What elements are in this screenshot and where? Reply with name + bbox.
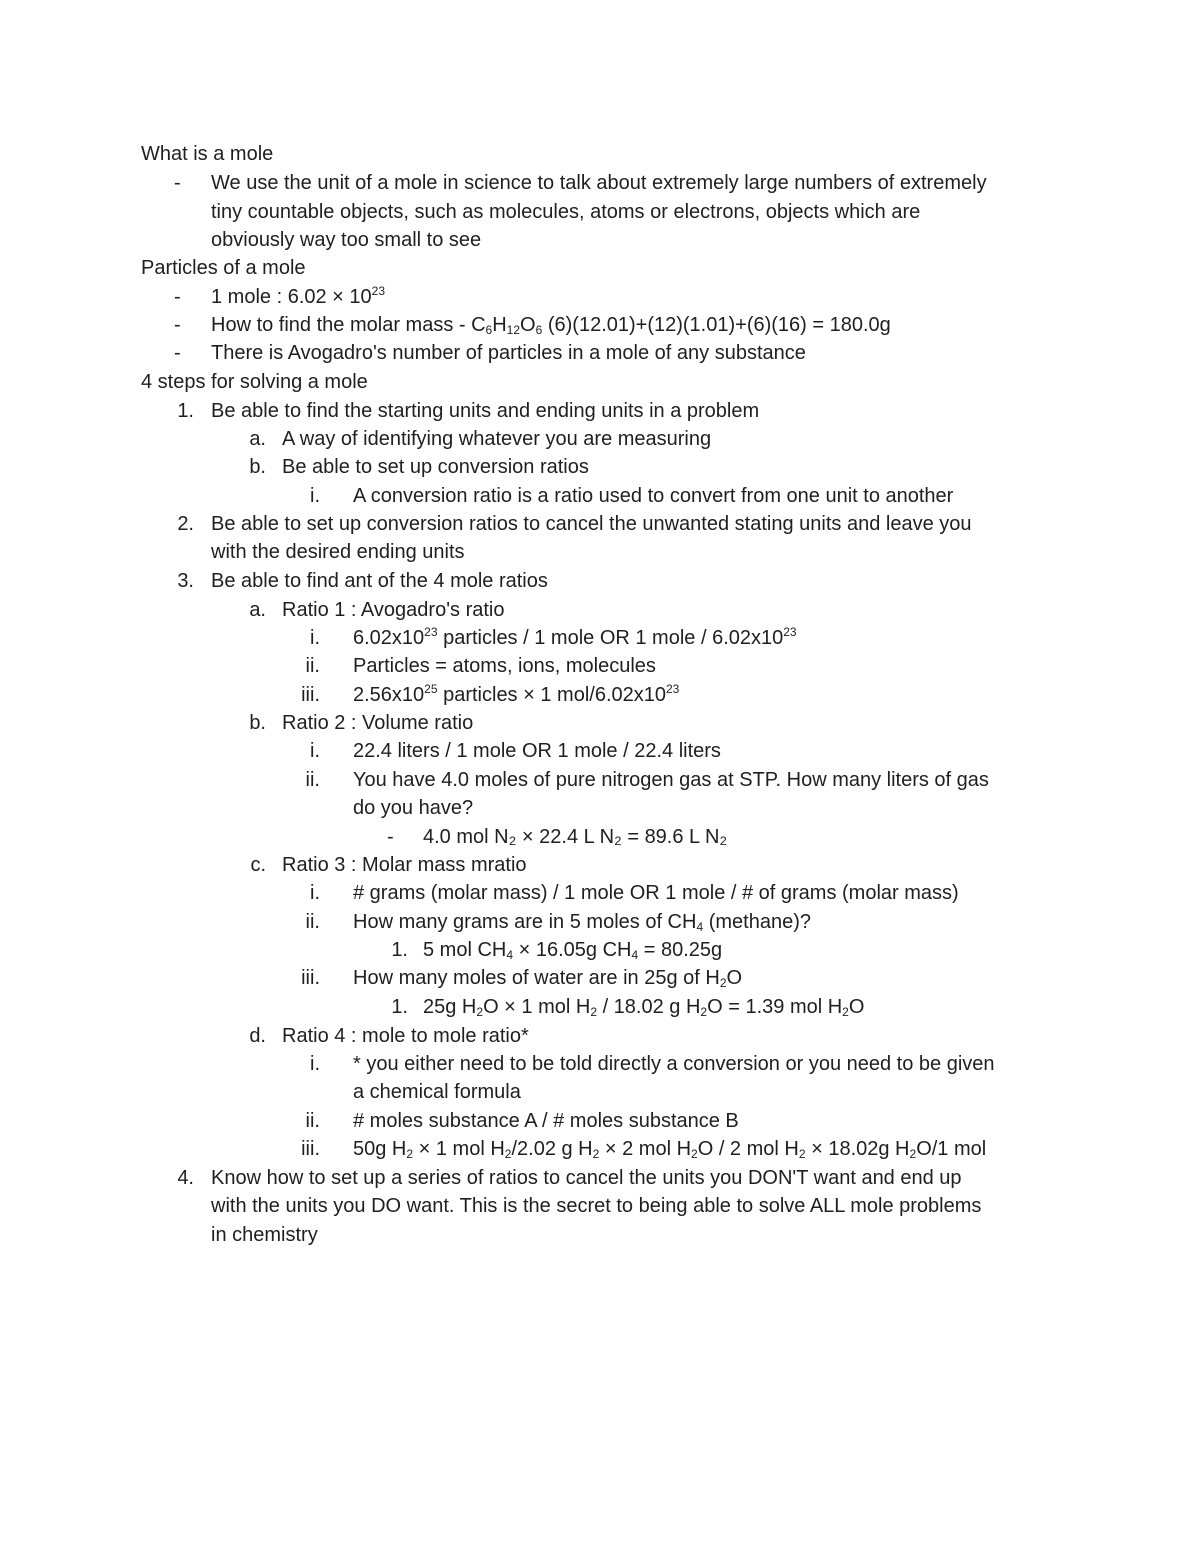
bullet-marker: - xyxy=(174,286,181,308)
text-line: Know how to set up a series of ratios to cancel the units you DON'T want and end up xyxy=(211,1167,962,1189)
list-marker: iii. xyxy=(301,1138,320,1160)
text-line: 25g $H_2O \times 1$ mol $H_2 / 18.02$ g $H_2O = 1.39$ mol $H_2O$ xyxy=(423,996,865,1019)
text-line: Be able to set up conversion ratios xyxy=(282,456,589,478)
list-marker: ii. xyxy=(305,769,320,791)
text-line: with the desired ending units xyxy=(211,541,465,563)
list-marker: i. xyxy=(310,882,320,904)
heading-4-steps: 4 steps for solving a mole xyxy=(141,371,368,393)
text-line: A way of identifying whatever you are measuring xyxy=(282,428,712,450)
text-line: There is Avogadro's number of particles in a mole of any substance xyxy=(211,342,806,364)
text-line: * you either need to be told directly a conversion or you need to be given xyxy=(353,1053,995,1075)
text-line: Be able to set up conversion ratios to cancel the unwanted stating units and leave you xyxy=(211,513,972,535)
text-line: Ratio 1 : Avogadro's ratio xyxy=(282,599,505,621)
bullet-marker: - xyxy=(387,826,394,848)
text-line: Be able to find ant of the 4 mole ratios xyxy=(211,570,548,592)
list-marker: i. xyxy=(310,1053,320,1075)
heading-particles-of-a-mole: Particles of a mole xyxy=(141,257,306,279)
list-marker: ii. xyxy=(305,1110,320,1132)
text-line: A conversion ratio is a ratio used to convert from one unit to another xyxy=(353,485,954,507)
text-line: Ratio 2 : Volume ratio xyxy=(282,712,474,734)
text-line: 50g $H_2 \times 1$ mol $H_2/2.02$ g $H_2 \times 2$ mol $H_2O / 2$ mol $H_2 \times 18.02g$ $H_2O/1$ mol xyxy=(353,1138,987,1161)
text-line: Ratio 4 : mole to mole ratio* xyxy=(282,1025,529,1047)
text-line: Particles = atoms, ions, molecules xyxy=(353,655,656,677)
list-marker: iii. xyxy=(301,967,320,989)
list-marker: 4. xyxy=(177,1167,194,1189)
list-marker: 1. xyxy=(391,996,408,1018)
bullet-marker: - xyxy=(174,172,181,194)
text-line: in chemistry xyxy=(211,1224,318,1246)
text-line: 22.4 liters / 1 mole OR 1 mole / 22.4 liters xyxy=(353,740,721,762)
list-marker: b. xyxy=(249,456,266,478)
text-line: 5 mol $CH_4 \times 16.05g$ $CH_4 = 80.25g$ xyxy=(423,939,723,962)
list-marker: d. xyxy=(249,1025,266,1047)
text-line: tiny countable objects, such as molecules, atoms or electrons, objects which are xyxy=(211,201,921,223)
text-line: obviously way too small to see xyxy=(211,229,482,251)
list-marker: 1. xyxy=(177,400,194,422)
heading-what-is-a-mole: What is a mole xyxy=(141,143,274,165)
list-marker: ii. xyxy=(305,655,320,677)
list-marker: a. xyxy=(249,599,266,621)
text-line: How many grams are in 5 moles of $CH_4$ (methane)? xyxy=(353,911,811,934)
bullet-marker: - xyxy=(174,342,181,364)
text-line: 1 mole : $6.02 \times 10^{23}$ xyxy=(211,284,386,308)
text-line: How to find the molar mass - $C_6H_{12}O_6$ (6)(12.01)+(12)(1.01)+(6)(16) = 180.0g xyxy=(211,314,891,337)
list-marker: i. xyxy=(310,485,320,507)
list-marker: i. xyxy=(310,627,320,649)
text-line: Be able to find the starting units and ending units in a problem xyxy=(211,400,760,422)
text-line: # moles substance A / # moles substance B xyxy=(353,1110,739,1132)
list-marker: 3. xyxy=(177,570,194,592)
text-line: # grams (molar mass) / 1 mole OR 1 mole / # of grams (molar mass) xyxy=(353,882,959,904)
text-line: We use the unit of a mole in science to talk about extremely large numbers of extremely xyxy=(211,172,987,194)
text-line: a chemical formula xyxy=(353,1081,521,1103)
list-marker: 2. xyxy=(177,513,194,535)
text-line: do you have? xyxy=(353,797,474,819)
text-line: 4.0 mol N₂ × 22.4 L N₂ = 89.6 L N₂ xyxy=(423,826,728,848)
list-marker: a. xyxy=(249,428,266,450)
list-marker: c. xyxy=(250,854,266,876)
text-line: $6.02x10^{23}$ particles / 1 mole OR 1 mole / $6.02x10^{23}$ xyxy=(353,625,797,649)
list-marker: i. xyxy=(310,740,320,762)
text-line: $2.56x10^{25}$ particles × 1 mol/$6.02x10^{23}$ xyxy=(353,682,680,706)
text-line: Ratio 3 : Molar mass mratio xyxy=(282,854,527,876)
text-line: with the units you DO want. This is the secret to being able to solve ALL mole problems xyxy=(211,1195,982,1217)
bullet-marker: - xyxy=(174,314,181,336)
list-marker: ii. xyxy=(305,911,320,933)
list-marker: iii. xyxy=(301,684,320,706)
text-line: How many moles of water are in 25g of $H_2O$ xyxy=(353,967,743,990)
list-marker: b. xyxy=(249,712,266,734)
list-marker: 1. xyxy=(391,939,408,961)
text-line: You have 4.0 moles of pure nitrogen gas at STP. How many liters of gas xyxy=(353,769,989,791)
